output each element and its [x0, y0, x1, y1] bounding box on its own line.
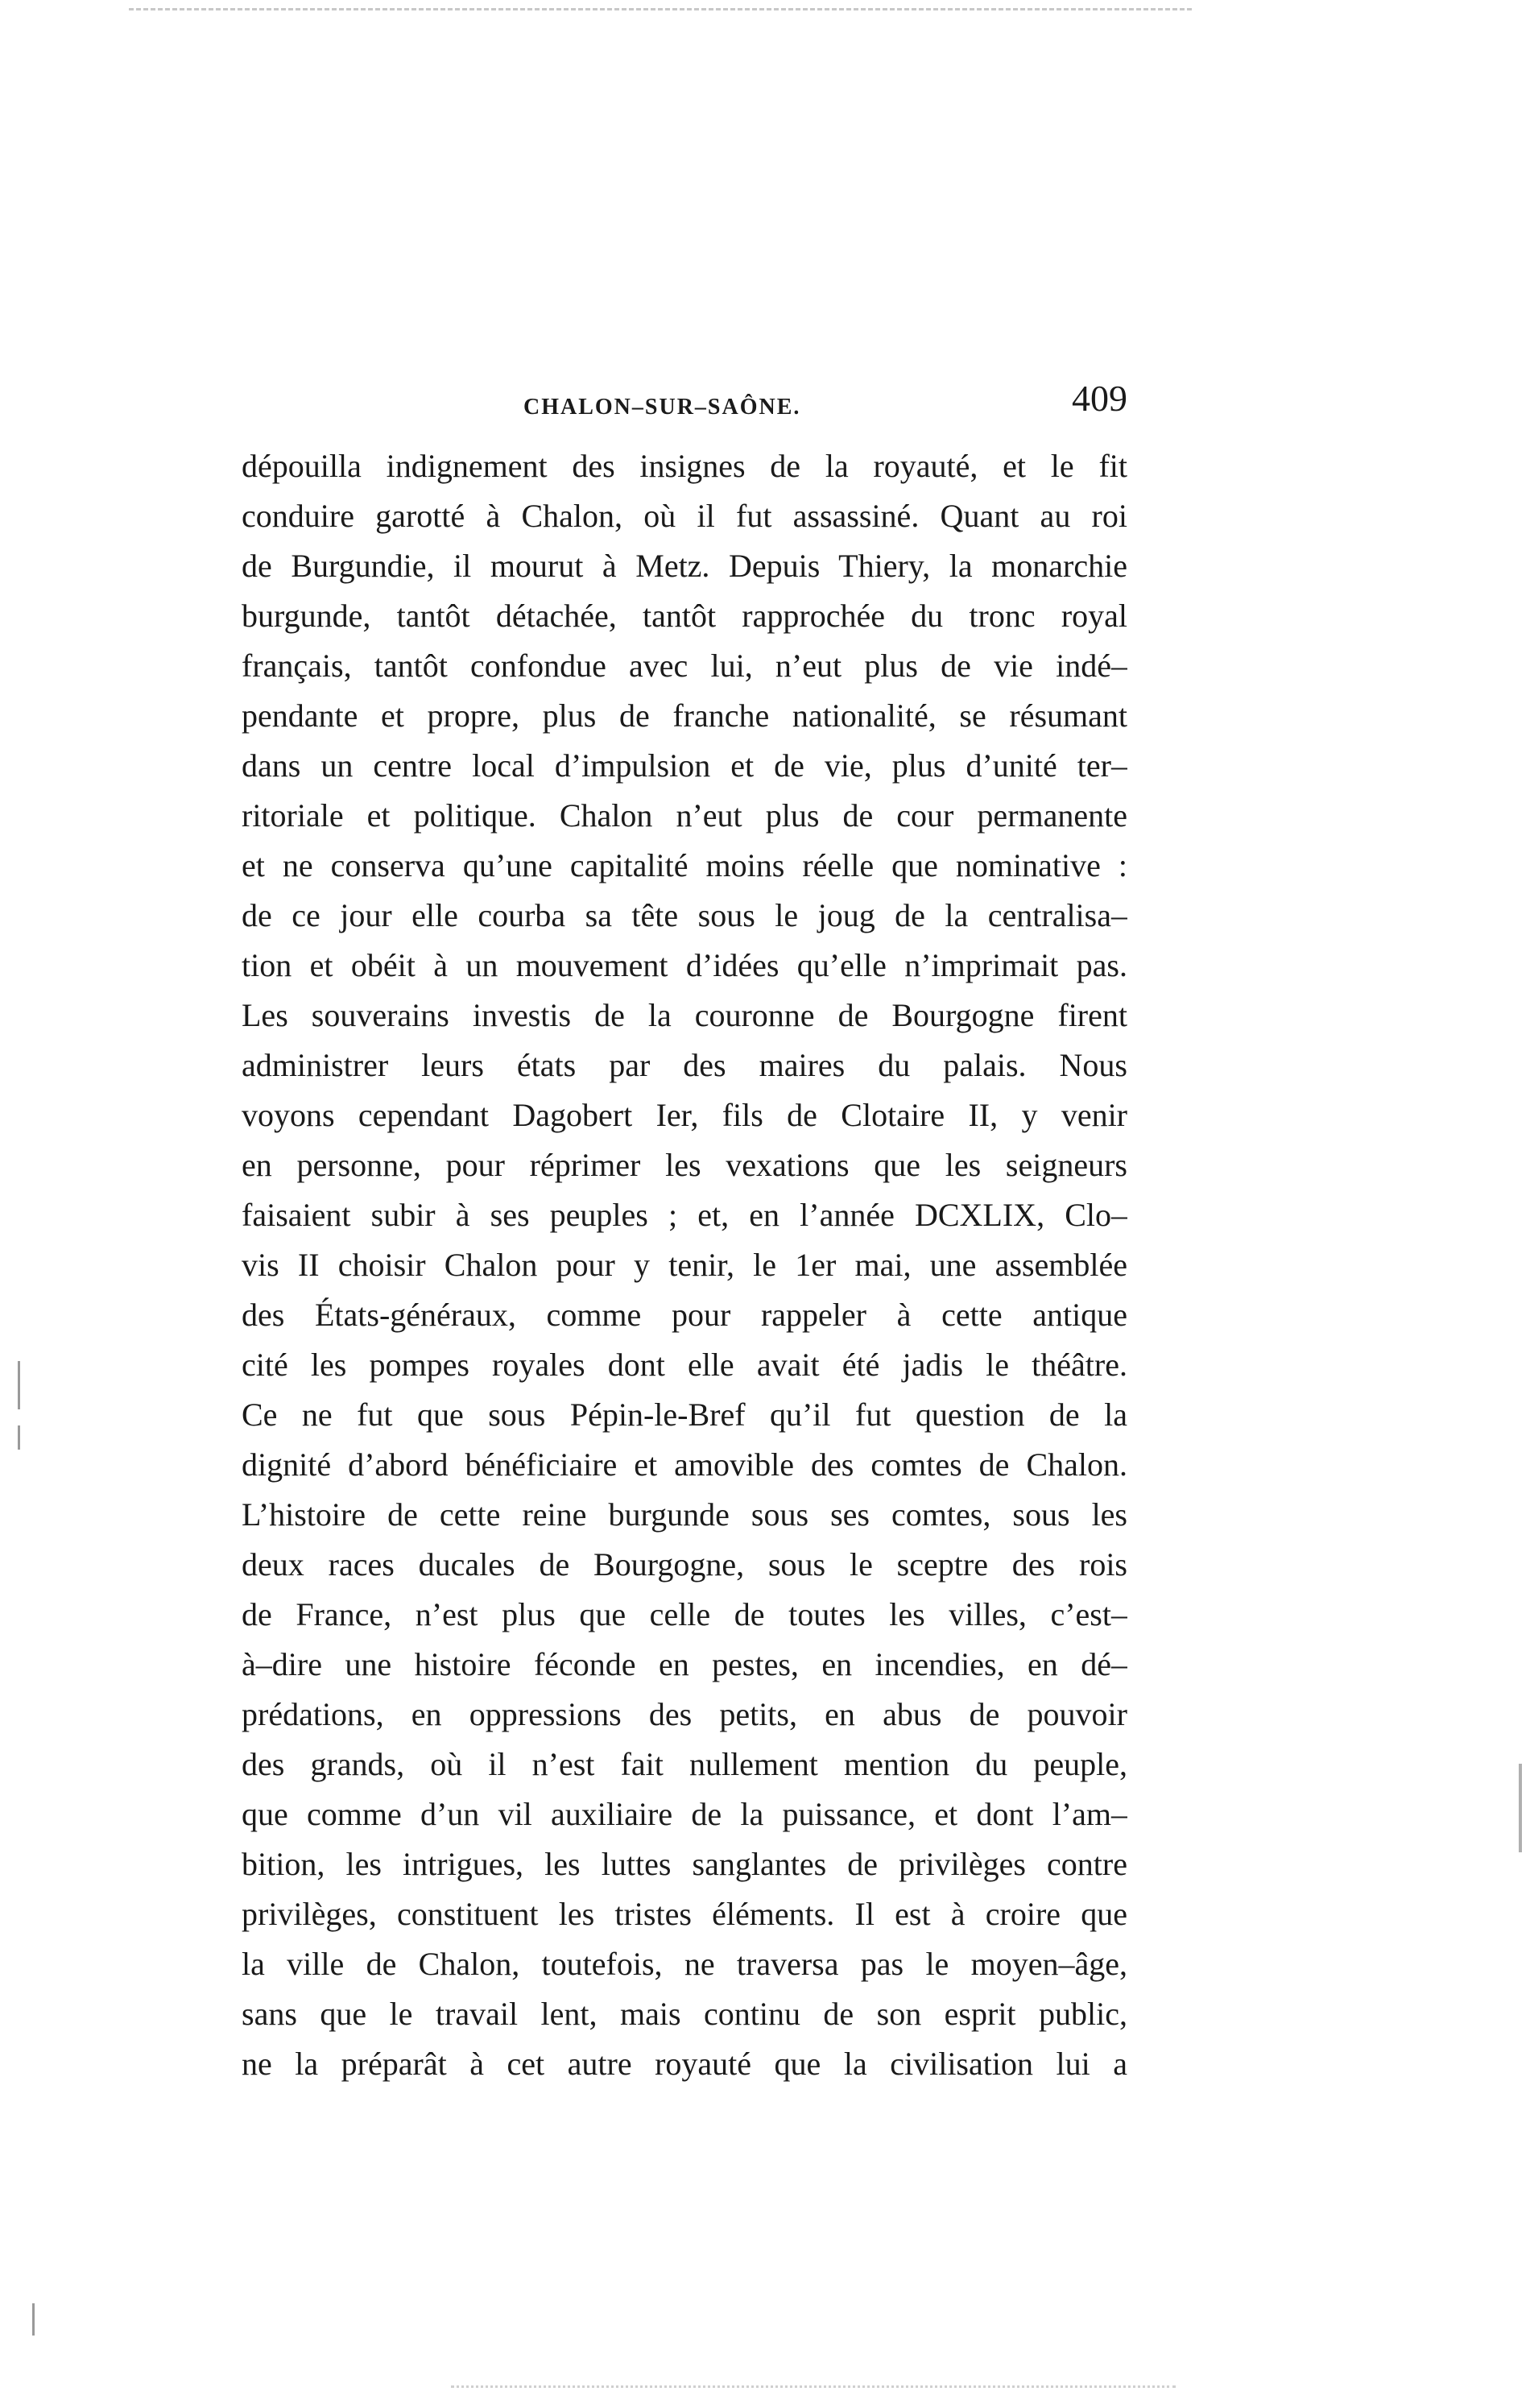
text-line: bition, les intrigues, les luttes sanglantes de privilèges contre: [242, 1846, 1127, 1882]
text-line: voyons cependant Dagobert Ier, fils de Clotaire II, y venir: [242, 1097, 1127, 1133]
text-line: privilèges, constituent les tristes éléments. Il est à croire que: [242, 1896, 1127, 1932]
running-title: CHALON–SUR–SAÔNE.: [523, 395, 801, 420]
text-line: ne la préparât à cet autre royauté que la civilisation lui a: [242, 2046, 1127, 2082]
page-number: 409: [1072, 378, 1127, 419]
left-margin-mark-bottom: [32, 2303, 35, 2336]
body-text: [242, 441, 1127, 2089]
text-line: prédations, en oppressions des petits, en abus de pouvoir: [242, 1696, 1127, 1732]
text-line: français, tantôt confondue avec lui, n’eut plus de vie indé–: [242, 648, 1127, 684]
bottom-scan-edge: [451, 2385, 1176, 2388]
text-line: deux races ducales de Bourgogne, sous le sceptre des rois: [242, 1546, 1127, 1583]
text-line: en personne, pour réprimer les vexations que les seigneurs: [242, 1147, 1127, 1183]
text-line: sans que le travail lent, mais continu de son esprit public,: [242, 1996, 1127, 2032]
text-line: de France, n’est plus que celle de toutes les villes, c’est–: [242, 1596, 1127, 1632]
text-line: que comme d’un vil auxiliaire de la puissance, et dont l’am–: [242, 1796, 1127, 1832]
text-line: Ce ne fut que sous Pépin-le-Bref qu’il fut question de la: [242, 1396, 1127, 1433]
text-line: dépouilla indignement des insignes de la royauté, et le fit: [242, 448, 1127, 484]
text-line: burgunde, tantôt détachée, tantôt rapprochée du tronc royal: [242, 598, 1127, 634]
top-scan-edge: [129, 8, 1192, 10]
text-line: dans un centre local d’impulsion et de vie, plus d’unité ter–: [242, 747, 1127, 784]
text-line: cité les pompes royales dont elle avait été jadis le théâtre.: [242, 1347, 1127, 1383]
text-line: conduire garotté à Chalon, où il fut assassiné. Quant au roi: [242, 498, 1127, 534]
text-line: à–dire une histoire féconde en pestes, en incendies, en dé–: [242, 1646, 1127, 1682]
text-line: des grands, où il n’est fait nullement mention du peuple,: [242, 1746, 1127, 1782]
running-head: [242, 377, 1127, 425]
text-line: pendante et propre, plus de franche nationalité, se résumant: [242, 697, 1127, 734]
left-margin-mark-lower: [18, 1425, 20, 1450]
text-line: vis II choisir Chalon pour y tenir, le 1er mai, une assemblée: [242, 1247, 1127, 1283]
text-line: ritoriale et politique. Chalon n’eut plus de cour permanente: [242, 797, 1127, 834]
text-line: dignité d’abord bénéficiaire et amovible des comtes de Chalon.: [242, 1446, 1127, 1483]
text-line: la ville de Chalon, toutefois, ne traversa pas le moyen–âge,: [242, 1946, 1127, 1982]
right-margin-mark: [1519, 1764, 1522, 1852]
text-line: des États-généraux, comme pour rappeler à cette antique: [242, 1297, 1127, 1333]
text-line: de Burgundie, il mourut à Metz. Depuis Thiery, la monarchie: [242, 548, 1127, 584]
text-line: tion et obéit à un mouvement d’idées qu’elle n’imprimait pas.: [242, 947, 1127, 983]
text-line: et ne conserva qu’une capitalité moins réelle que nominative :: [242, 847, 1127, 883]
left-margin-mark: [18, 1361, 20, 1409]
text-line: L’histoire de cette reine burgunde sous ses comtes, sous les: [242, 1496, 1127, 1533]
text-line: faisaient subir à ses peuples ; et, en l’année DCXLIX, Clo–: [242, 1197, 1127, 1233]
text-line: Les souverains investis de la couronne de Bourgogne firent: [242, 997, 1127, 1033]
text-line: administrer leurs états par des maires du palais. Nous: [242, 1047, 1127, 1083]
text-line: de ce jour elle courba sa tête sous le joug de la centralisa–: [242, 897, 1127, 933]
